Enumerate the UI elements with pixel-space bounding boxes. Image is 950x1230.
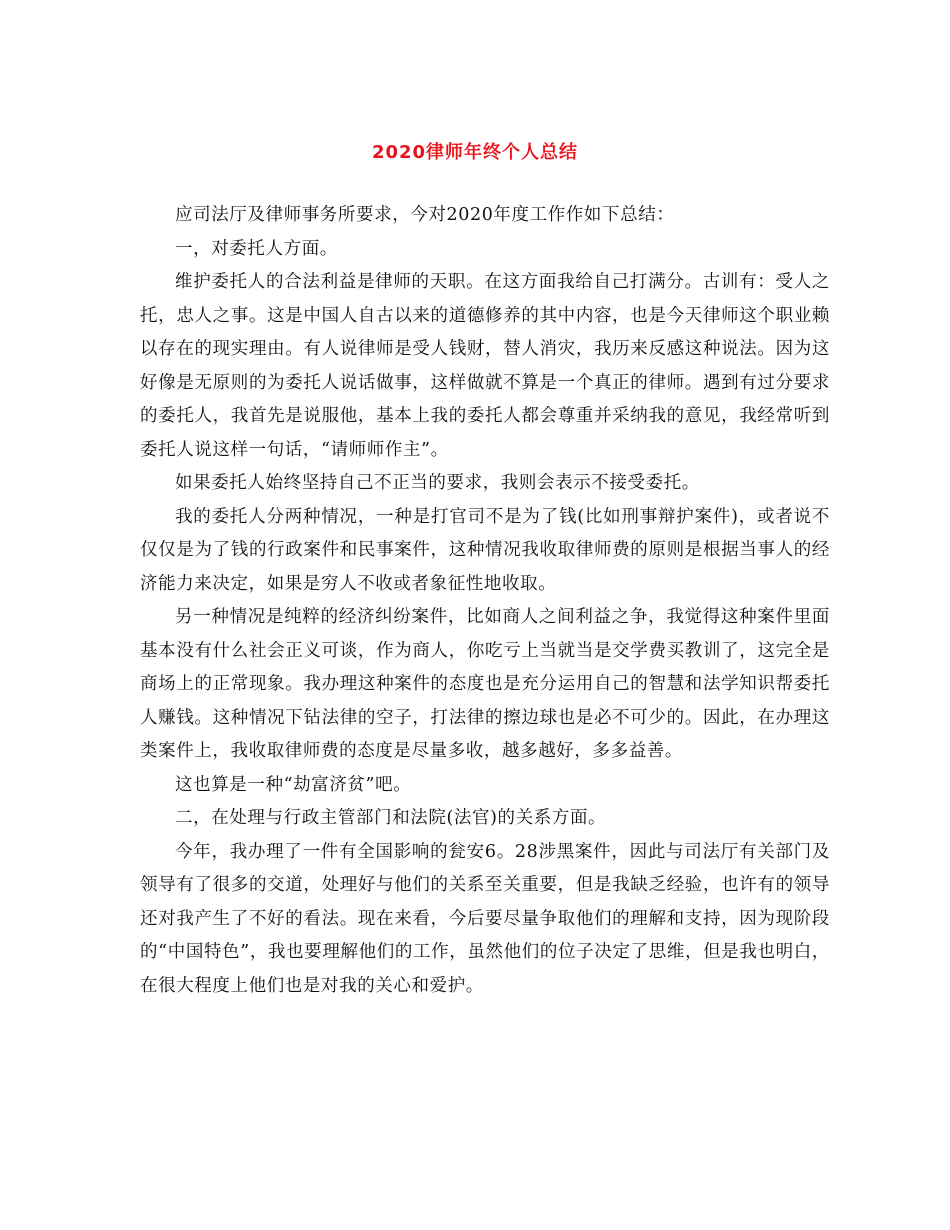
paragraph: 应司法厅及律师事务所要求，今对2020年度工作作如下总结： — [175, 205, 675, 225]
paragraph: 我的委托人分两种情况，一种是打官司不是为了钱(比如刑事辩护案件)，或者说不仅仅是为了钱的行政案件和民事案件，这种情况我收取律师费的原则是根据当事人的经济能力来决定，如果是穷人不收或者象征性地收取。 — [140, 506, 830, 594]
paragraph: 一，对委托人方面。 — [175, 238, 338, 259]
paragraph: 今年，我办理了一件有全国影响的瓮安6。28涉黑案件，因此与司法厅有关部门及领导有了很多的交道，处理好与他们的关系至关重要，但是我缺乏经验，也许有的领导还对我产生了不好的看法。现在来看，今后要尽量争取他们的理解和支持，因为现阶段的“中国特色”，我也要理解他们的工作，虽然他们的位子决定了思维，但是我也明白，在很大程度上他们也是对我的关心和爱护。 — [140, 841, 830, 996]
paragraph: 二，在处理与行政主管部门和法院(法官)的关系方面。 — [175, 808, 607, 828]
paragraph: 如果委托人始终坚持自己不正当的要求，我则会表示不接受委托。 — [175, 473, 700, 493]
paragraph: 另一种情况是纯粹的经济纠纷案件，比如商人之间利益之争，我觉得这种案件里面基本没有什么社会正义可谈，作为商人，你吃亏上当就当是交学费买教训了，这完全是商场上的正常现象。我办理这种案件的态度也是充分运用自己的智慧和法学知识帮委托人赚钱。这种情况下钻法律的空子，打法律的擦边球也是必不可少的。因此，在办理这类案件上，我收取律师费的态度是尽量多收，越多越好，多多益善。 — [140, 607, 830, 761]
paragraph: 维护委托人的合法利益是律师的天职。在这方面我给自己打满分。古训有：受人之托，忠人之事。这是中国人自古以来的道德修养的其中内容，也是今天律师这个职业赖以存在的现实理由。有人说律师是受人钱财，替人消灾，我历来反感这种说法。因为这好像是无原则的为委托人说话做事，这样做就不算是一个真正的律师。遇到有过分要求的委托人，我首先是说服他，基本上我的委托人都会尊重并采纳我的意见，我经常听到委托人说这样一句话，“请师师作主”。 — [140, 272, 830, 460]
paragraph: 这也算是一种“劫富济贫”吧。 — [175, 774, 412, 795]
document-title: 2020律师年终个人总结 — [371, 142, 579, 163]
document-body — [140, 199, 830, 1003]
